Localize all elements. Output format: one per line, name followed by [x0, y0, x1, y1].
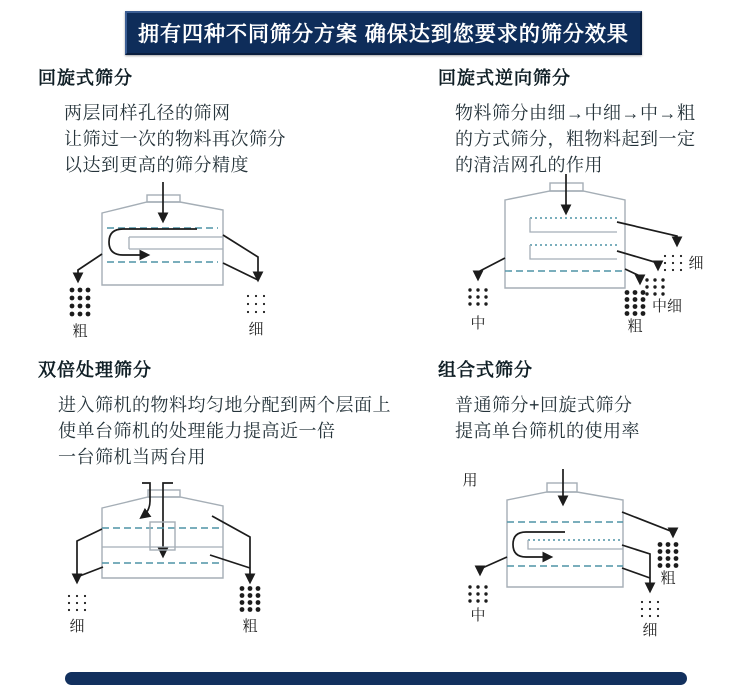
- screen-channel-2: [530, 245, 617, 259]
- label-medium: 中: [470, 607, 486, 624]
- output-arrow-coarse: [78, 254, 102, 280]
- text-line: 以达到更高的筛分精度: [64, 155, 249, 175]
- banner-title: 拥有四种不同筛分方案 确保达到您要求的筛分效果: [138, 23, 629, 46]
- label-fine: 细: [248, 321, 264, 338]
- u-turn-flow-arrow: [513, 532, 565, 557]
- text-line: 的方式筛分，粗物料起到一定: [455, 129, 696, 149]
- section-text-combined: [455, 392, 640, 444]
- text-line: 两层同样孔径的筛网: [64, 103, 231, 123]
- text-line: 物料筛分由细→中细→中→粗: [455, 103, 696, 123]
- text-line: 普通筛分+回旋式筛分: [455, 395, 633, 415]
- output-line-coarse: [210, 555, 250, 568]
- text-line: 让筛过一次的物料再次筛分: [64, 129, 286, 149]
- diagram-double-processing: [60, 465, 340, 645]
- diagram-rotary-sieving: [55, 182, 305, 347]
- diagram-rotary-reverse-sieving: [445, 172, 745, 347]
- output-arrow-medium: [478, 258, 505, 278]
- label-coarse: 粗: [627, 318, 643, 335]
- inlet-arrow-lower-deck: [163, 483, 173, 555]
- dots-coarse: [70, 288, 91, 317]
- text-line: 一台筛机当两台用: [58, 447, 206, 467]
- dots-fine: [641, 601, 659, 617]
- output-arrow-coarse: [622, 512, 673, 535]
- machine-body: [505, 191, 625, 288]
- dots-coarse: [240, 586, 261, 612]
- section-title-rotary: 回旋式筛分: [38, 68, 133, 88]
- text-line: 使单台筛机的处理能力提高近一倍: [58, 421, 336, 441]
- output-arrow-fine: [77, 529, 102, 581]
- screen-channel: [528, 540, 623, 549]
- dots-coarse: [625, 290, 646, 316]
- section-text-rotary-reverse: [455, 100, 696, 178]
- diagram-combined-sieving: [450, 465, 740, 650]
- footer-divider-bar: [65, 672, 687, 685]
- output-arrow-medium-fine: [617, 251, 658, 268]
- screen-channel-1: [530, 218, 617, 232]
- screen-channel: [129, 237, 223, 249]
- text-line: 提高单台筛机的使用率: [455, 421, 640, 441]
- dots-fine: [247, 295, 265, 313]
- label-coarse: 粗: [242, 618, 258, 635]
- label-fine: 细: [642, 622, 658, 639]
- label-fine: 细: [69, 618, 85, 635]
- label-stray: 用: [462, 472, 478, 489]
- inlet-neck: [148, 490, 180, 497]
- label-medium-fine: 中细: [651, 298, 683, 315]
- output-arrow-medium: [480, 557, 507, 573]
- section-text-double: [58, 392, 391, 470]
- dots-medium: [468, 585, 487, 602]
- header-banner: [125, 11, 642, 55]
- text-line: 的清洁网孔的作用: [455, 155, 603, 175]
- section-title-combined: 组合式筛分: [438, 360, 533, 380]
- section-text-rotary: [64, 100, 286, 178]
- label-medium: 中: [470, 315, 486, 332]
- text-line: 进入筛机的物料均匀地分配到两个层面上: [58, 395, 391, 415]
- output-line-fine: [223, 263, 258, 280]
- section-title-double: 双倍处理筛分: [38, 360, 152, 380]
- output-arrow-fine: [617, 222, 677, 244]
- dots-medium: [468, 288, 487, 305]
- label-coarse: 粗: [72, 323, 88, 340]
- output-line-fine: [622, 568, 650, 578]
- output-line-fine: [77, 567, 103, 577]
- u-turn-flow-arrow: [109, 229, 197, 255]
- output-arrow-coarse: [625, 269, 640, 282]
- output-arrow-fine: [622, 545, 650, 590]
- output-arrow-coarse: [212, 516, 250, 581]
- dots-medium-fine: [645, 278, 664, 295]
- inlet-arrow-upper-deck: [142, 483, 150, 517]
- dots-coarse: [658, 542, 679, 568]
- dots-fine: [664, 255, 682, 271]
- section-title-rotary-reverse: 回旋式逆向筛分: [438, 68, 571, 88]
- dots-fine: [68, 595, 86, 611]
- label-fine: 细: [688, 255, 704, 272]
- inlet-neck: [547, 483, 577, 492]
- label-coarse: 粗: [660, 570, 676, 587]
